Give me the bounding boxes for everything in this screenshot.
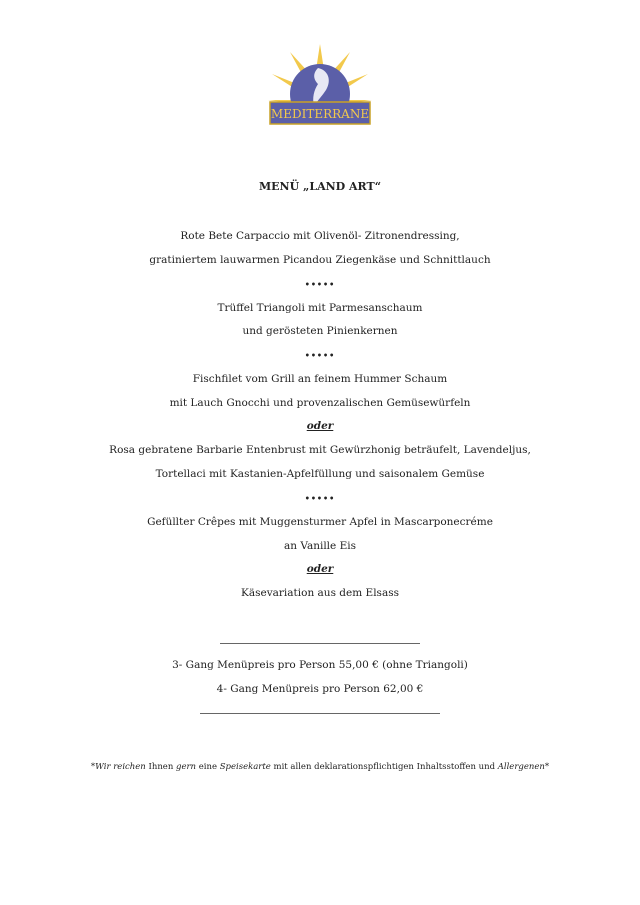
course-line: mit Lauch Gnocchi und provenzalischen Gemüsewürfeln xyxy=(169,397,471,409)
price-three-course: 3- Gang Menüpreis pro Person 55,00 € (ohne Triangoli) xyxy=(172,659,468,671)
divider-line xyxy=(220,643,420,644)
course-line: Käsevariation aus dem Elsass xyxy=(241,587,399,599)
course-line: Fischfilet vom Grill an feinem Hummer Schaum xyxy=(192,373,448,385)
separator: ••••• xyxy=(304,350,336,360)
course-line: Gefüllter Crêpes mit Muggensturmer Apfel in Mascarponecréme xyxy=(147,516,493,528)
course-line: gratiniertem lauwarmen Picandou Ziegenkäse und Schnittlauch xyxy=(149,254,491,266)
course-line: Tortellaci mit Kastanien-Apfelfüllung und saisonalem Gemüse xyxy=(155,468,485,480)
allergen-note: *Wir reichen Ihnen gern eine Speisekarte mit allen deklarationspflichtigen Inhaltsstoffen und Allergenen* xyxy=(90,762,550,772)
course-line: Rosa gebratene Barbarie Entenbrust mit Gewürzhonig beträufelt, Lavendeljus, xyxy=(109,444,531,456)
oder-label: oder xyxy=(306,563,334,575)
divider-line xyxy=(200,713,440,714)
course-line: Rote Bete Carpaccio mit Olivenöl- Zitronendressing, xyxy=(180,230,460,242)
course-line: und gerösteten Pinienkernen xyxy=(242,325,398,337)
price-four-course: 4- Gang Menüpreis pro Person 62,00 € xyxy=(216,683,424,695)
menu-title: MENÜ „LAND ART“ xyxy=(258,180,382,193)
oder-label: oder xyxy=(306,420,334,432)
course-line: an Vanille Eis xyxy=(283,540,357,552)
separator: ••••• xyxy=(304,279,336,289)
separator: ••••• xyxy=(304,493,336,503)
logo-text: MEDITERRANE xyxy=(270,107,370,121)
mediterrane-logo xyxy=(268,44,372,128)
course-line: Trüffel Triangoli mit Parmesanschaum xyxy=(217,302,423,314)
